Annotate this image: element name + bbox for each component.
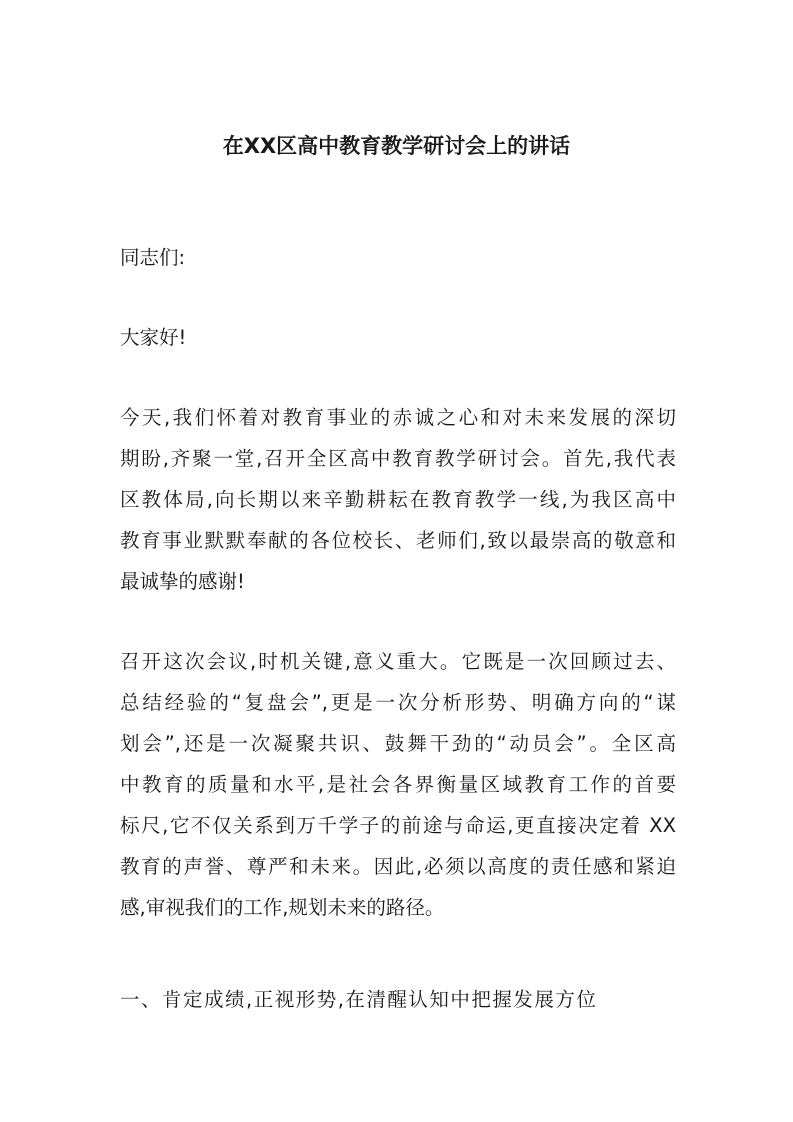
paragraph-line: 期盼,齐聚一堂,召开全区高中教育教学研讨会。首先,我代表 xyxy=(120,447,676,470)
paragraph-line: 总结经验的“复盘会”,更是一次分析形势、明确方向的“谋 xyxy=(120,691,676,714)
section-heading: 一、肯定成绩,正视形势,在清醒认知中把握发展方位 xyxy=(120,988,598,1011)
paragraph-line: 中教育的质量和水平,是社会各界衡量区域教育工作的首要 xyxy=(120,773,676,796)
paragraph-line: 划会”,还是一次凝聚共识、鼓舞干劲的“动员会”。全区高 xyxy=(120,732,676,755)
paragraph-line: 召开这次会议,时机关键,意义重大。它既是一次回顾过去、 xyxy=(120,650,676,673)
document-title: 在XX区高中教育教学研讨会上的讲话 xyxy=(222,134,571,158)
paragraph-line: 教育的声誉、尊严和未来。因此,必须以高度的责任感和紧迫 xyxy=(120,855,676,878)
paragraph-line: 今天,我们怀着对教育事业的赤诚之心和对未来发展的深切 xyxy=(120,406,676,429)
paragraph-line: 区教体局,向长期以来辛勤耕耘在教育教学一线,为我区高中 xyxy=(120,488,676,511)
paragraph-line: 教育事业默默奉献的各位校长、老师们,致以最崇高的敬意和 xyxy=(120,529,676,552)
greeting: 大家好! xyxy=(120,326,187,349)
paragraph-line: 最诚挚的感谢! xyxy=(120,570,245,593)
salutation: 同志们: xyxy=(120,246,186,269)
paragraph-line: 标尺,它不仅关系到万千学子的前途与命运,更直接决定着 XX xyxy=(120,814,676,837)
paragraph-line: 感,审视我们的工作,规划未来的路径。 xyxy=(120,896,445,919)
